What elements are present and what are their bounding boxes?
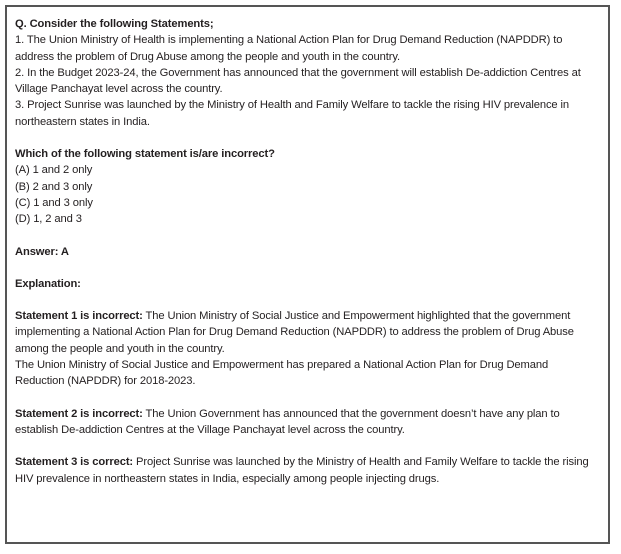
spacer-after-statements (15, 130, 600, 146)
explanation-statement-1-body: The Union Ministry of Social Justice and Empowerment highlighted that the government implementing a National Action Plan for Drug Demand Reduction (NAPDDR) to address the problem of Drug Abuse among the people and youth in the country. (15, 310, 574, 355)
spacer-after-explanation-heading (15, 292, 600, 308)
spacer-between-explanation-1-2 (15, 390, 600, 406)
statement-3: 3. Project Sunrise was launched by the Ministry of Health and Family Welfare to tackle the rising HIV prevalence in northeastern states in India. (15, 99, 570, 128)
spacer-before-answer (15, 228, 600, 244)
question-prompt: Which of the following statement is/are incorrect? (15, 148, 275, 161)
spacer-before-explanation (15, 260, 600, 276)
option-d[interactable]: (D) 1, 2 and 3 (15, 213, 82, 226)
statement-2: 2. In the Budget 2023-24, the Government has announced that the government will establish De-addiction Centres at Village Panchayat level across the country. (15, 66, 581, 96)
option-b[interactable]: (B) 2 and 3 only (15, 180, 93, 193)
explanation-heading: Explanation: (15, 277, 81, 290)
option-c[interactable]: (C) 1 and 3 only (15, 196, 93, 209)
question-heading: Q. Consider the following Statements; (15, 18, 214, 30)
explanation-statement-2-body: The Union Government has announced that the government doesn’t have any plan to establish De-addiction Centres at the Village Panchayat level across the country. (15, 407, 560, 436)
statement-1: 1. The Union Ministry of Health is implementing a National Action Plan for Drug Demand Reduction (NAPDDR) to address the problem of Drug Abuse among the people and youth in the country. (15, 34, 563, 63)
explanation-statement-1-extra: The Union Ministry of Social Justice and Empowerment has prepared a National Action Plan for Drug Demand Reduction (NAPDDR) for 2018-2023. (15, 359, 549, 388)
explanation-statement-3-label: Statement 3 is correct: (15, 456, 134, 469)
option-a[interactable]: (A) 1 and 2 only (15, 164, 93, 177)
spacer-between-explanation-2-3 (15, 438, 600, 454)
answer-line: Answer: A (15, 245, 69, 258)
question-card (5, 5, 610, 544)
explanation-statement-2-label: Statement 2 is incorrect: (15, 407, 143, 420)
explanation-statement-3 (15, 454, 600, 487)
explanation-statement-1-label: Statement 1 is incorrect: (15, 310, 143, 323)
explanation-statement-2 (15, 406, 600, 439)
explanation-statement-3-body: Project Sunrise was launched by the Ministry of Health and Family Welfare to tackle the rising HIV prevalence in northeastern states in India, especially among people injecting drugs. (15, 456, 589, 485)
document-body (15, 16, 600, 487)
explanation-statement-1 (15, 308, 600, 357)
